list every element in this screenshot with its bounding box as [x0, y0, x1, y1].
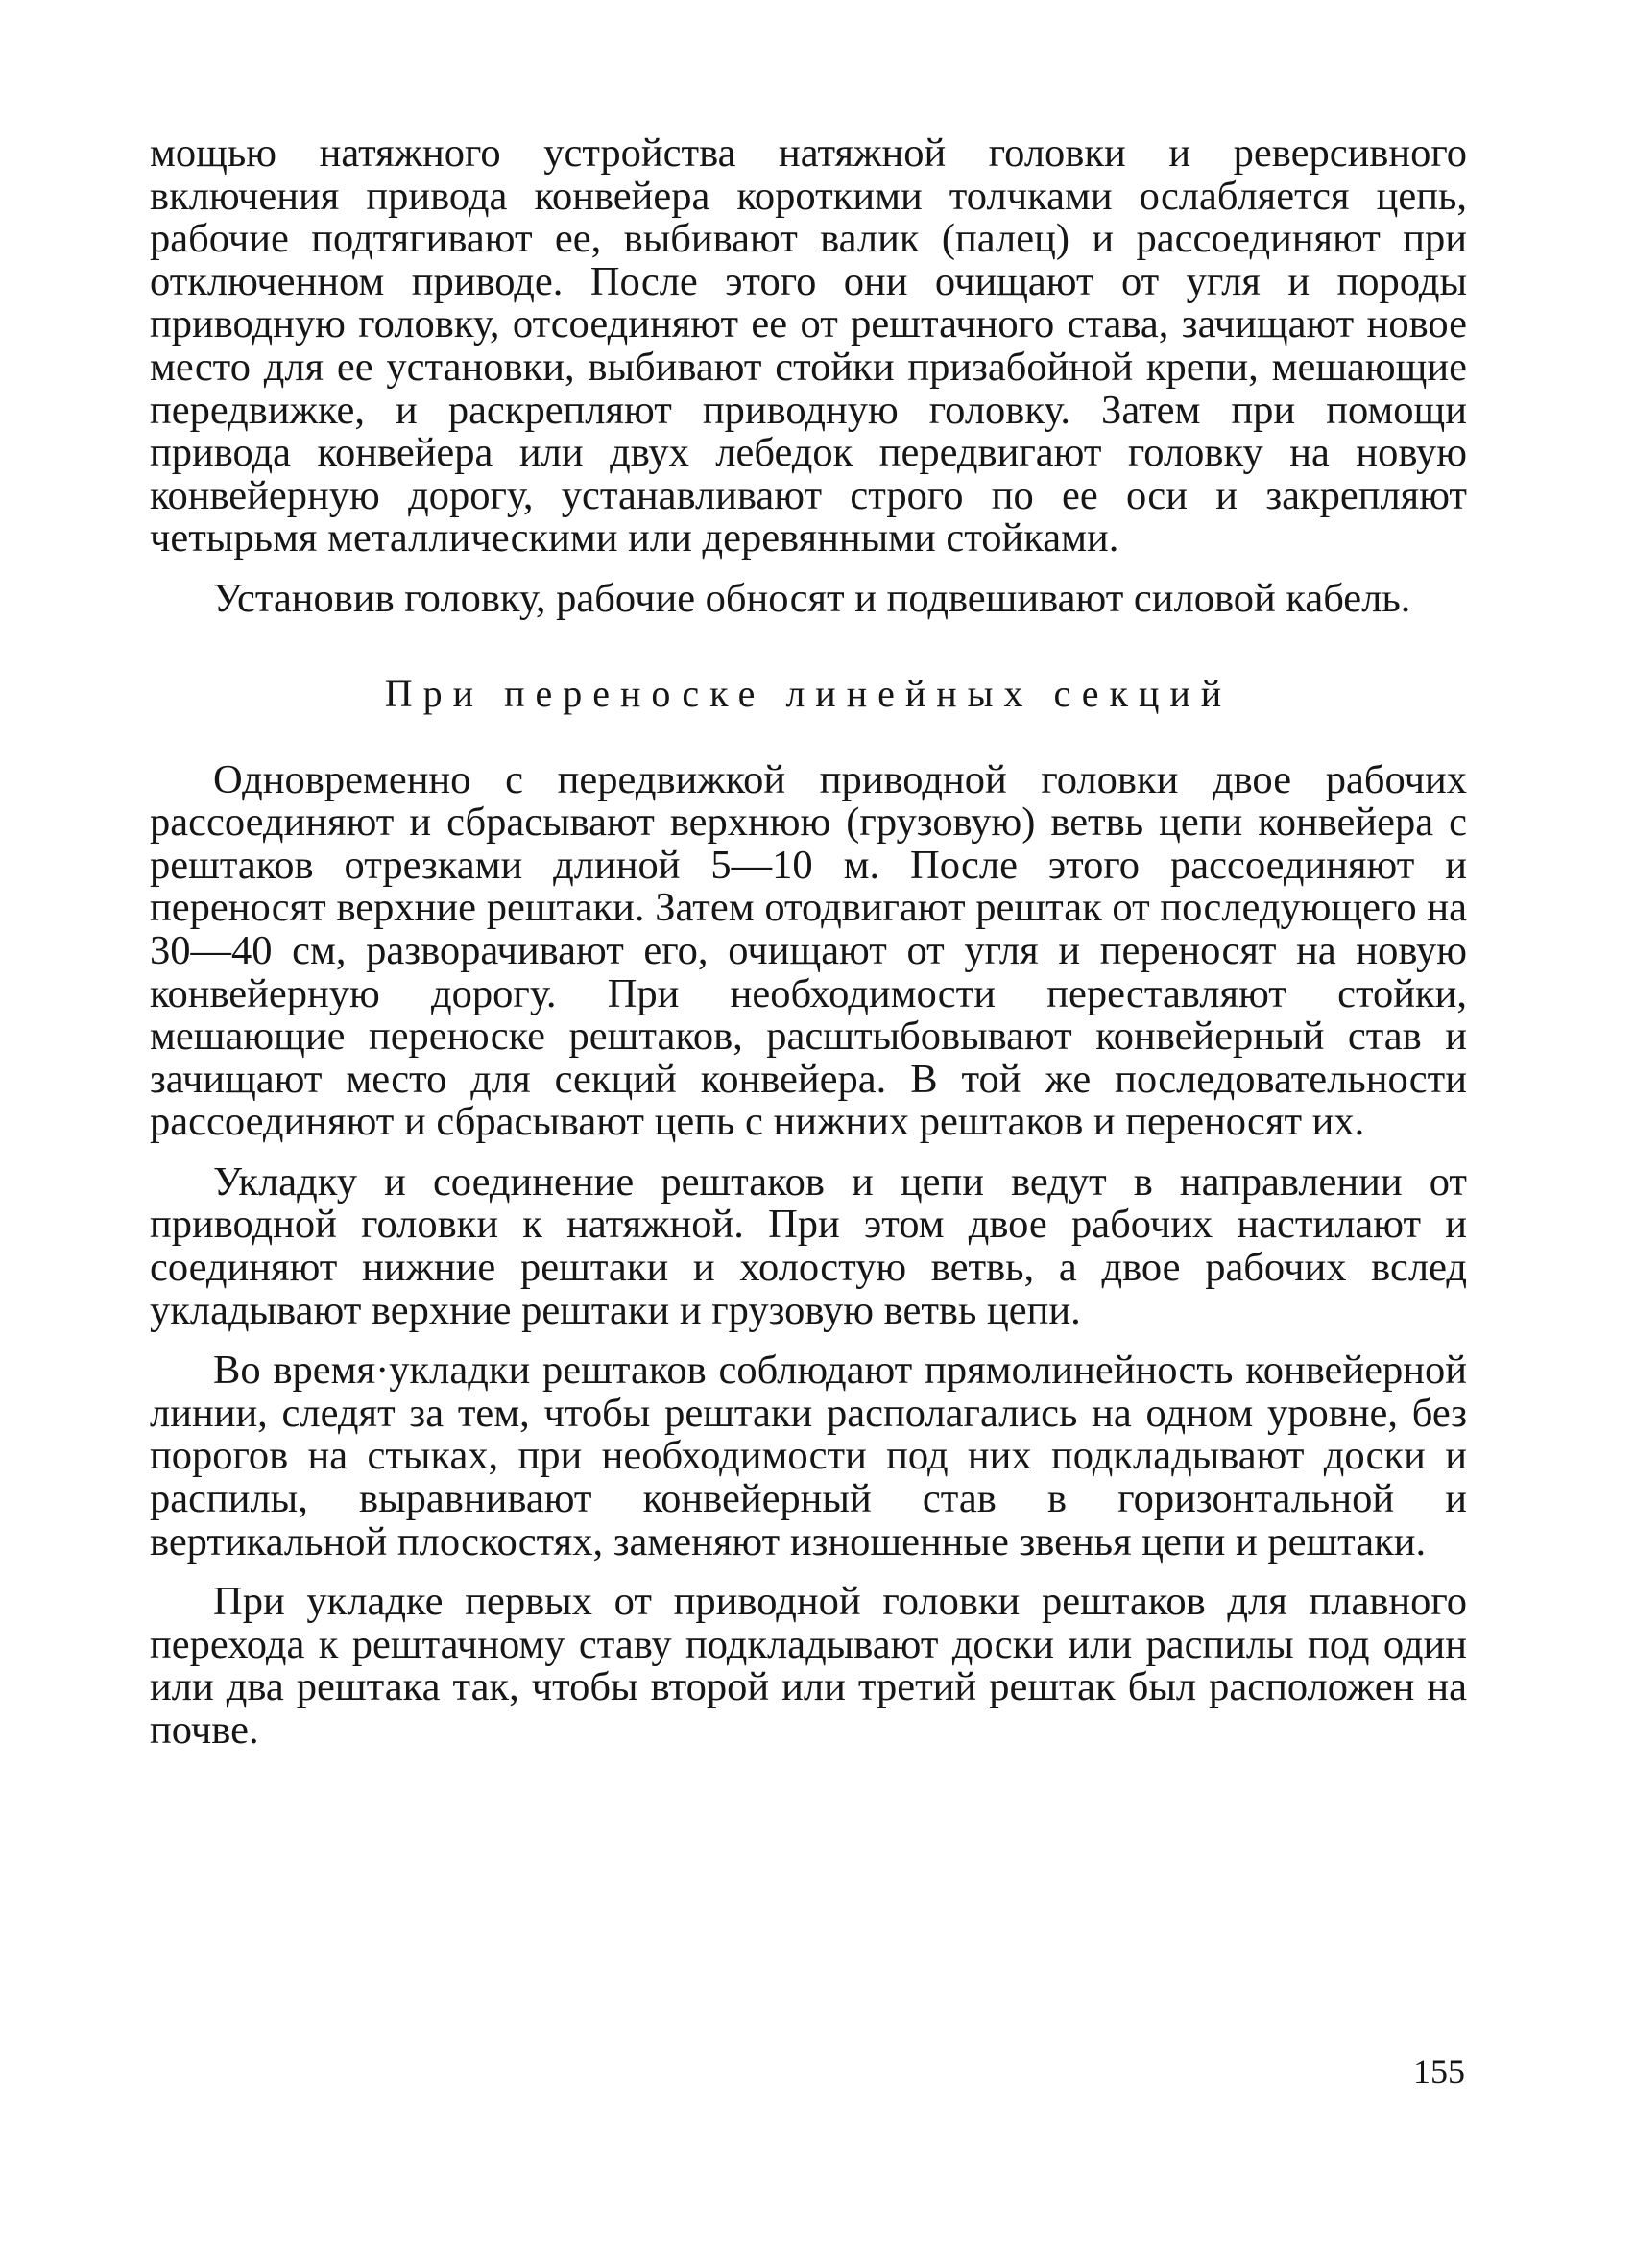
paragraph-simultaneous: Одновременно с передвижкой приводной головки двое рабочих рассоединяют и сбрасывают верхнюю (грузовую) ветвь цепи конвейера с рештаков отрезками длиной 5—10 м. После этого рассоединяют и переносят верхние рештаки. Затем отодвигают рештак от последующего на 30—40 см, разворачивают его, очищают от угля и переносят на новую конвейерную дорогу. При необходимости переставляют стойки, мешающие переноске рештаков, расштыбовывают конвейерный став и зачищают место для секций конвейера. В той же последовательности рассоединяют и сбрасывают цепь с нижних рештаков и переносят их. [150, 756, 1467, 1145]
paragraph-continuation: мощью натяжного устройства натяжной головки и реверсивного включения привода конвейера короткими толчками ослабляется цепь, рабочие подтягивают ее, выбивают валик (палец) и рассоединяют при отключенном приводе. После этого они очищают от угля и породы приводную головку, отсоединяют ее от рештачного става, зачищают новое место для ее установки, выбивают стойки призабойной крепи, мешающие передвижке, и раскрепляют приводную головку. Затем при помощи привода конвейера или двух лебедок передвигают головку на новую конвейерную дорогу, устанавливают строго по ее оси и закрепляют четырьмя металлическими или деревянными стойками. [150, 131, 1467, 561]
page-number: 155 [1413, 2052, 1465, 2090]
paragraph-alignment: Во время·укладки рештаков соблюдают прямолинейность конвейерной линии, следят за тем, чтобы рештаки располагались на одном уровне, без порогов на стыках, при необходимости под них подкладывают доски и распилы, выравнивают конвейерный став в горизонтальной и вертикальной плоскостях, заменяют изношенные звенья цепи и рештаки. [150, 1348, 1467, 1564]
paragraph-laying: Укладку и соединение рештаков и цепи ведут в направлении от приводной головки к натяжной. При этом двое рабочих настилают и соединяют нижние рештаки и холостую ветвь, а двое рабочих вслед укладывают верхние рештаки и грузовую ветвь цепи. [150, 1158, 1467, 1333]
paragraph-cable: Установив головку, рабочие обносят и подвешивают силовой кабель. [213, 575, 1411, 621]
paragraph-first-pans: При укладке первых от приводной головки рештаков для плавного перехода к рештачному ставу подкладывают доски или распилы под один или два рештака так, чтобы второй или третий рештак был расположен на почве. [150, 1579, 1467, 1753]
section-heading: При переноске линейных секций [384, 671, 1233, 715]
page-body [150, 132, 1467, 1753]
